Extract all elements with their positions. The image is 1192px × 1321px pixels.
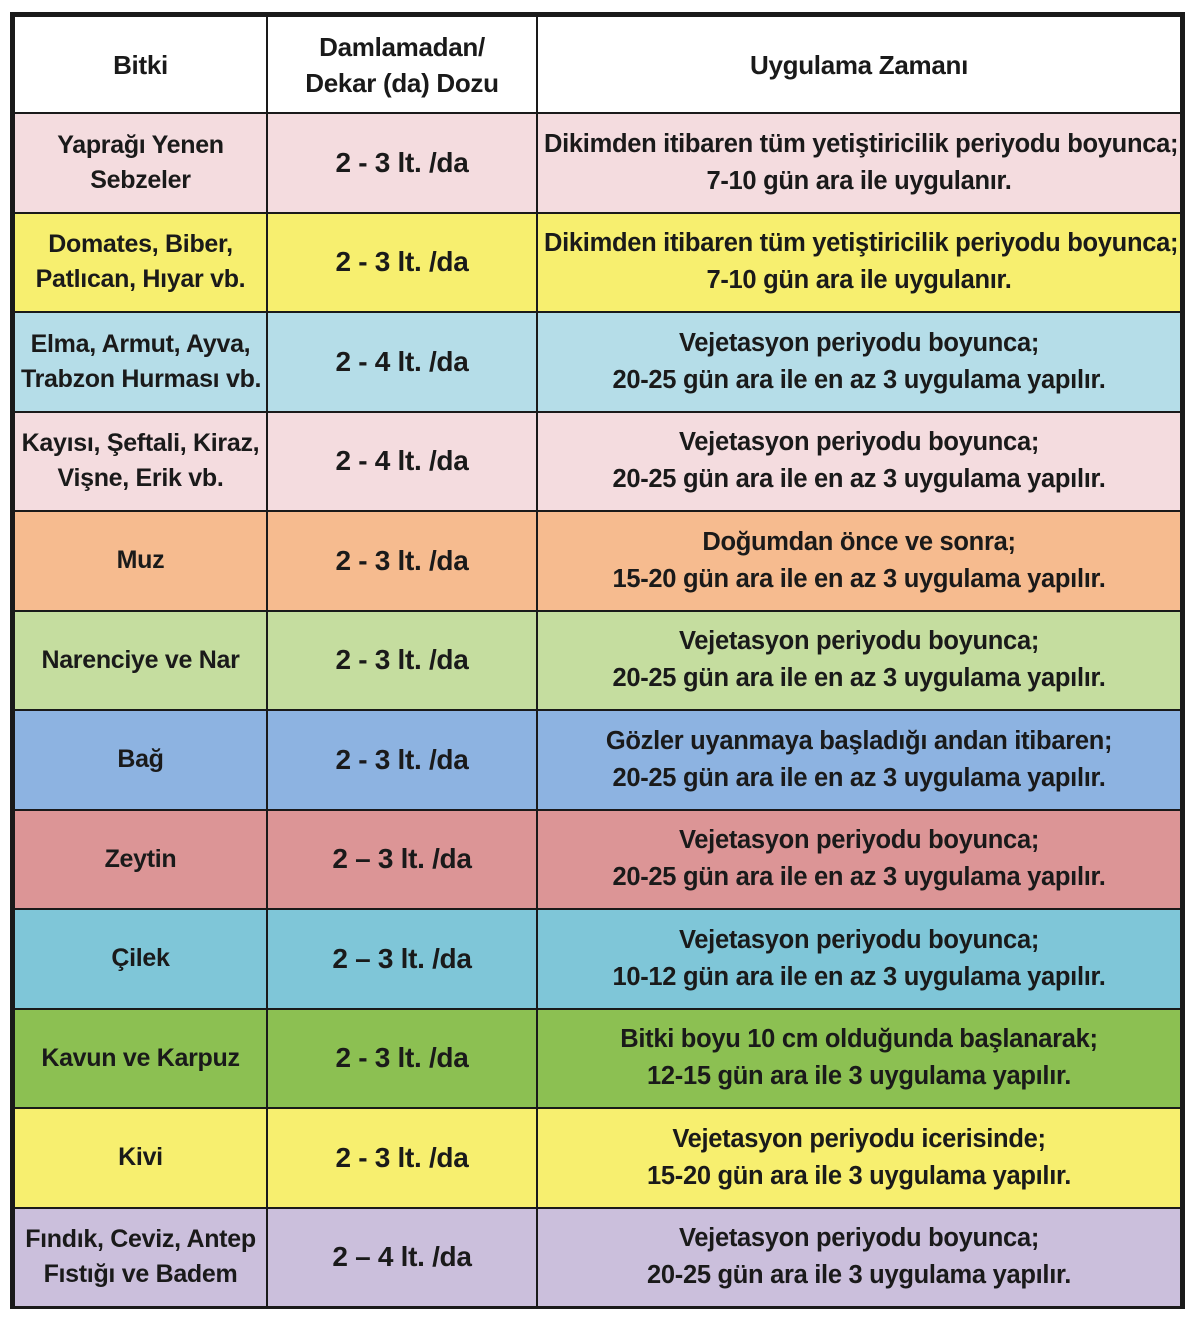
- plant-name-line: Yaprağı Yenen: [57, 130, 224, 159]
- dose-value: 2 - 3 lt. /da: [335, 644, 469, 676]
- plant-name-line: Elma, Armut, Ayva,: [30, 329, 251, 358]
- time-cell: [537, 312, 1181, 412]
- plant-cell: [14, 611, 267, 711]
- header-dose-line2: Dekar (da) Dozu: [305, 67, 499, 98]
- plant-name-line: Sebzeler: [90, 165, 191, 194]
- table-header-row: [14, 16, 1181, 113]
- application-time-line: Vejetasyon periyodu boyunca;: [678, 328, 1040, 357]
- table-row: [14, 909, 1181, 1009]
- application-time-line: Doğumdan önce ve sonra;: [702, 527, 1016, 556]
- time-cell: [537, 1108, 1181, 1208]
- application-time-line: Vejetasyon periyodu boyunca;: [678, 826, 1040, 855]
- time-cell: [537, 909, 1181, 1009]
- dose-cell: [267, 810, 537, 910]
- plant-name-line: Patlıcan, Hıyar vb.: [35, 265, 246, 294]
- plant-name-line: Kavun ve Karpuz: [41, 1043, 240, 1072]
- plant-name-line: Muz: [116, 546, 165, 575]
- plant-cell: [14, 1009, 267, 1109]
- plant-name-line: Zeytin: [104, 844, 177, 873]
- application-time-line: Dikimden itibaren tüm yetiştiricilik periyodu boyunca;: [544, 129, 1179, 158]
- dose-value: 2 - 3 lt. /da: [335, 544, 469, 576]
- table-row: [14, 113, 1181, 213]
- application-time-line: Vejetasyon periyodu boyunca;: [678, 1224, 1040, 1253]
- application-time-line: Vejetasyon periyodu boyunca;: [678, 428, 1040, 457]
- application-time-line: 10-12 gün ara ile en az 3 uygulama yapılır.: [612, 962, 1106, 991]
- application-time-line: Vejetasyon periyodu boyunca;: [678, 627, 1040, 656]
- time-cell: [537, 113, 1181, 213]
- plant-cell: [14, 511, 267, 611]
- dose-value: 2 – 3 lt. /da: [332, 843, 472, 875]
- plant-name-line: Kayısı, Şeftali, Kiraz,: [21, 429, 260, 458]
- plant-name-line: Bağ: [117, 745, 164, 774]
- application-time-line: 7-10 gün ara ile uygulanır.: [706, 266, 1012, 295]
- dose-value: 2 - 3 lt. /da: [335, 1141, 469, 1173]
- dose-value: 2 - 3 lt. /da: [335, 246, 469, 278]
- dose-value: 2 – 3 lt. /da: [332, 942, 472, 974]
- plant-cell: [14, 312, 267, 412]
- table-row: [14, 412, 1181, 512]
- application-time-line: 12-15 gün ara ile 3 uygulama yapılır.: [646, 1062, 1071, 1091]
- time-cell: [537, 611, 1181, 711]
- header-time-label: Uygulama Zamanı: [749, 49, 968, 80]
- application-time-line: 20-25 gün ara ile en az 3 uygulama yapılır.: [612, 763, 1106, 792]
- application-time-line: 20-25 gün ara ile en az 3 uygulama yapılır.: [612, 863, 1106, 892]
- plant-cell: [14, 113, 267, 213]
- table-row: [14, 312, 1181, 412]
- dose-cell: [267, 412, 537, 512]
- dose-cell: [267, 909, 537, 1009]
- dose-value: 2 - 3 lt. /da: [335, 146, 469, 178]
- time-cell: [537, 810, 1181, 910]
- plant-name-line: Domates, Biber,: [48, 230, 233, 259]
- plant-name-line: Vişne, Erik vb.: [57, 464, 224, 493]
- table-row: [14, 1009, 1181, 1109]
- application-table-container: [10, 12, 1185, 1309]
- table-row: [14, 511, 1181, 611]
- dose-cell: [267, 511, 537, 611]
- plant-cell: [14, 412, 267, 512]
- table-row: [14, 710, 1181, 810]
- application-time-line: 20-25 gün ara ile en az 3 uygulama yapılır.: [612, 465, 1106, 494]
- plant-cell: [14, 810, 267, 910]
- plant-cell: [14, 1108, 267, 1208]
- time-cell: [537, 213, 1181, 313]
- dose-cell: [267, 213, 537, 313]
- plant-cell: [14, 213, 267, 313]
- table-row: [14, 213, 1181, 313]
- plant-name-line: Fındık, Ceviz, Antep: [25, 1225, 256, 1254]
- application-time-line: 7-10 gün ara ile uygulanır.: [706, 166, 1012, 195]
- dose-cell: [267, 113, 537, 213]
- application-time-line: Vejetasyon periyodu boyunca;: [678, 925, 1040, 954]
- header-plant: [14, 16, 267, 113]
- table-row: [14, 1208, 1181, 1308]
- dose-cell: [267, 1108, 537, 1208]
- application-time-line: Dikimden itibaren tüm yetiştiricilik periyodu boyunca;: [544, 229, 1179, 258]
- header-dose: [267, 16, 537, 113]
- time-cell: [537, 412, 1181, 512]
- application-time-line: 20-25 gün ara ile en az 3 uygulama yapılır.: [612, 365, 1106, 394]
- dose-value: 2 - 4 lt. /da: [335, 445, 469, 477]
- dose-value: 2 - 3 lt. /da: [335, 1042, 469, 1074]
- plant-name-line: Narenciye ve Nar: [41, 645, 240, 674]
- table-body: [14, 113, 1181, 1307]
- table-row: [14, 611, 1181, 711]
- application-time-line: 15-20 gün ara ile 3 uygulama yapılır.: [646, 1161, 1071, 1190]
- time-cell: [537, 1208, 1181, 1308]
- application-time-line: 20-25 gün ara ile en az 3 uygulama yapılır.: [612, 664, 1106, 693]
- plant-cell: [14, 1208, 267, 1308]
- dose-cell: [267, 312, 537, 412]
- header-dose-line1: Damlamadan/: [319, 31, 485, 62]
- table-row: [14, 1108, 1181, 1208]
- time-cell: [537, 710, 1181, 810]
- plant-name-line: Çilek: [111, 944, 170, 973]
- plant-name-line: Fıstığı ve Badem: [43, 1260, 238, 1289]
- header-time: [537, 16, 1181, 113]
- application-time-line: Bitki boyu 10 cm olduğunda başlanarak;: [620, 1025, 1098, 1054]
- dose-cell: [267, 1009, 537, 1109]
- table-row: [14, 810, 1181, 910]
- application-time-line: Gözler uyanmaya başladığı andan itibaren;: [605, 726, 1113, 755]
- time-cell: [537, 511, 1181, 611]
- header-plant-label: Bitki: [113, 49, 168, 80]
- dose-cell: [267, 611, 537, 711]
- dose-cell: [267, 710, 537, 810]
- dose-value: 2 - 4 lt. /da: [335, 345, 469, 377]
- application-time-line: 15-20 gün ara ile en az 3 uygulama yapılır.: [612, 564, 1106, 593]
- dose-cell: [267, 1208, 537, 1308]
- application-time-line: 20-25 gün ara ile 3 uygulama yapılır.: [646, 1261, 1071, 1290]
- plant-cell: [14, 710, 267, 810]
- plant-cell: [14, 909, 267, 1009]
- plant-name-line: Trabzon Hurması vb.: [21, 364, 262, 393]
- application-time-line: Vejetasyon periyodu icerisinde;: [672, 1124, 1046, 1153]
- plant-name-line: Kivi: [118, 1143, 163, 1172]
- dose-value: 2 - 3 lt. /da: [335, 743, 469, 775]
- time-cell: [537, 1009, 1181, 1109]
- dose-value: 2 – 4 lt. /da: [332, 1241, 472, 1273]
- application-table: [13, 15, 1182, 1308]
